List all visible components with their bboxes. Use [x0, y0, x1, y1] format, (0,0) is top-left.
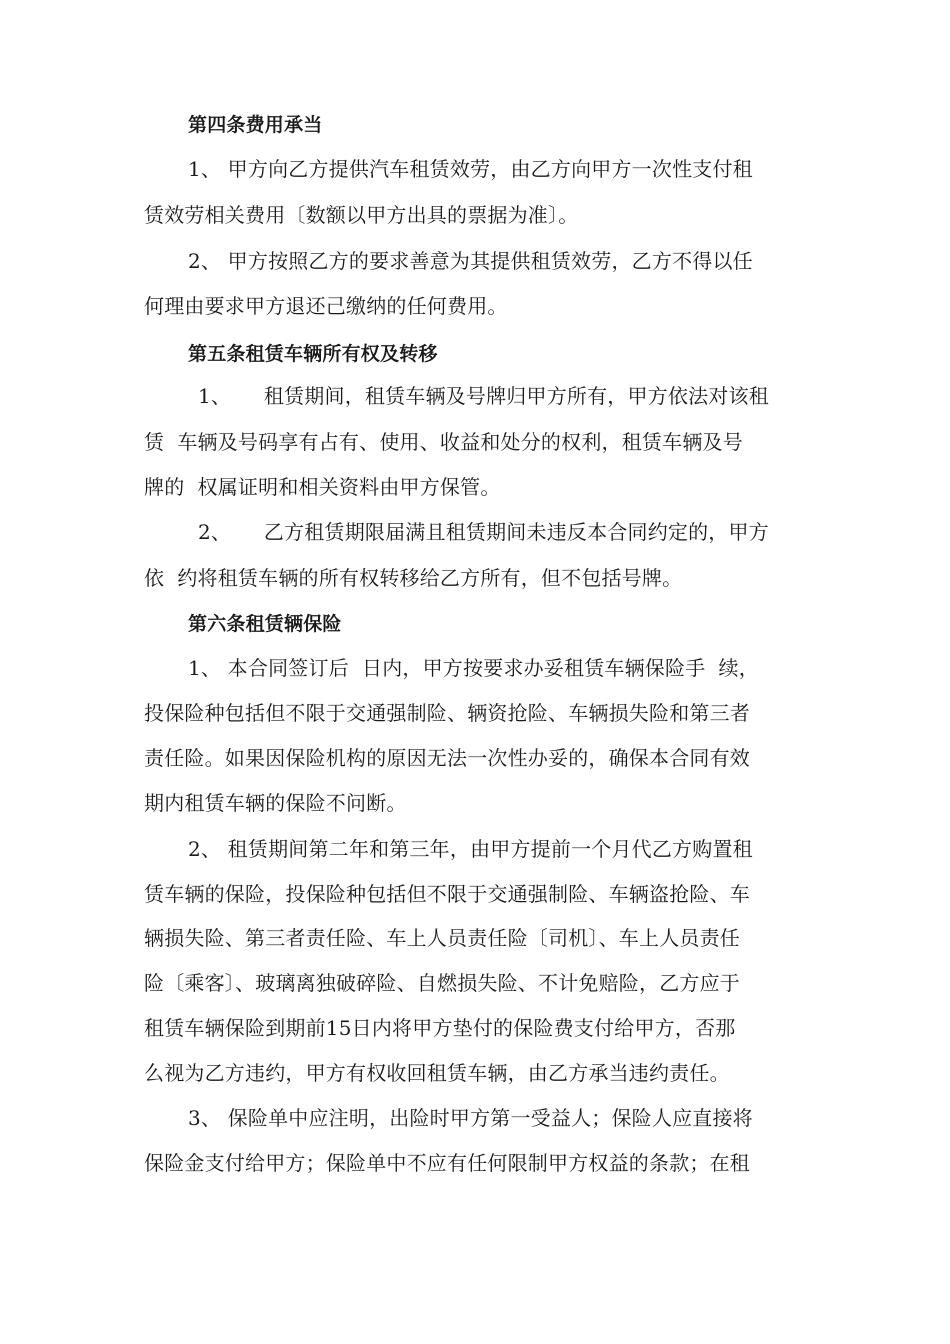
paragraph-line: 牌的 权属证明和相关资料由甲方保管。 [144, 475, 501, 499]
paragraph-line: 责任险。如果因保险机构的原因无法一次性办妥的，确保本合同有效 [144, 746, 750, 770]
paragraph-line: 辆损失险、第三者责任险、车上人员责任险〔司机〕、车上人员责任 [144, 926, 740, 950]
section-heading: 第四条费用承当 [188, 114, 323, 136]
paragraph-line: 2、 乙方租赁期限届满且租赁期间未违反本合同约定的，甲方 [198, 520, 769, 544]
paragraph-line: 保险金支付给甲方；保险单中不应有任何限制甲方权益的条款；在租 [144, 1151, 750, 1175]
paragraph-line: 赁效劳相关费用〔数额以甲方出具的票据为准〕。 [144, 203, 579, 227]
paragraph-line: 1、 租赁期间，租赁车辆及号牌归甲方所有，甲方依法对该租 [198, 384, 769, 408]
paragraph-line: 投保险种包括但不限于交通强制险、辆资抢险、车辆损失险和第三者 [144, 701, 750, 725]
paragraph-line: 何理由要求甲方退还己缴纳的任何费用。 [144, 294, 508, 318]
paragraph-line: 2、 租赁期间第二年和第三年，由甲方提前一个月代乙方购置租 [188, 837, 753, 861]
paragraph-line: 赁车辆的保险，投保险种包括但不限于交通强制险、车辆盗抢险、车 [144, 882, 750, 906]
paragraph-line: 1、 甲方向乙方提供汽车租赁效劳，由乙方向甲方一次性支付租 [188, 157, 753, 181]
section-heading: 第五条租赁车辆所有权及转移 [188, 343, 438, 365]
paragraph-line: 险〔乘客〕、玻璃离独破碎险、自燃损失险、不计免赔险，乙方应于 [144, 971, 740, 995]
section-heading: 第六条租赁辆保险 [188, 613, 342, 635]
paragraph-line: 租赁车辆保险到期前15日内将甲方垫付的保险费支付给甲方，否那 [144, 1016, 736, 1040]
paragraph-line: 3、 保险单中应注明，出险时甲方第一受益人；保险人应直接将 [188, 1106, 753, 1130]
paragraph-line: 期内租赁车辆的保险不问断。 [144, 791, 407, 815]
paragraph-line: 依 约将租赁车辆的所有权转移给乙方所有，但不包括号牌。 [144, 566, 683, 590]
paragraph-line: 2、 甲方按照乙方的要求善意为其提供租赁效劳，乙方不得以任 [188, 249, 753, 273]
paragraph-line: 1、 本合同签订后 日内，甲方按要求办妥租赁车辆保险手 续， [188, 656, 759, 680]
paragraph-line: 么视为乙方违约，甲方有权收回租赁车辆，由乙方承当违约责任。 [144, 1061, 730, 1085]
paragraph-line: 赁 车辆及号码享有占有、使用、收益和处分的权利，租赁车辆及号 [144, 430, 743, 454]
